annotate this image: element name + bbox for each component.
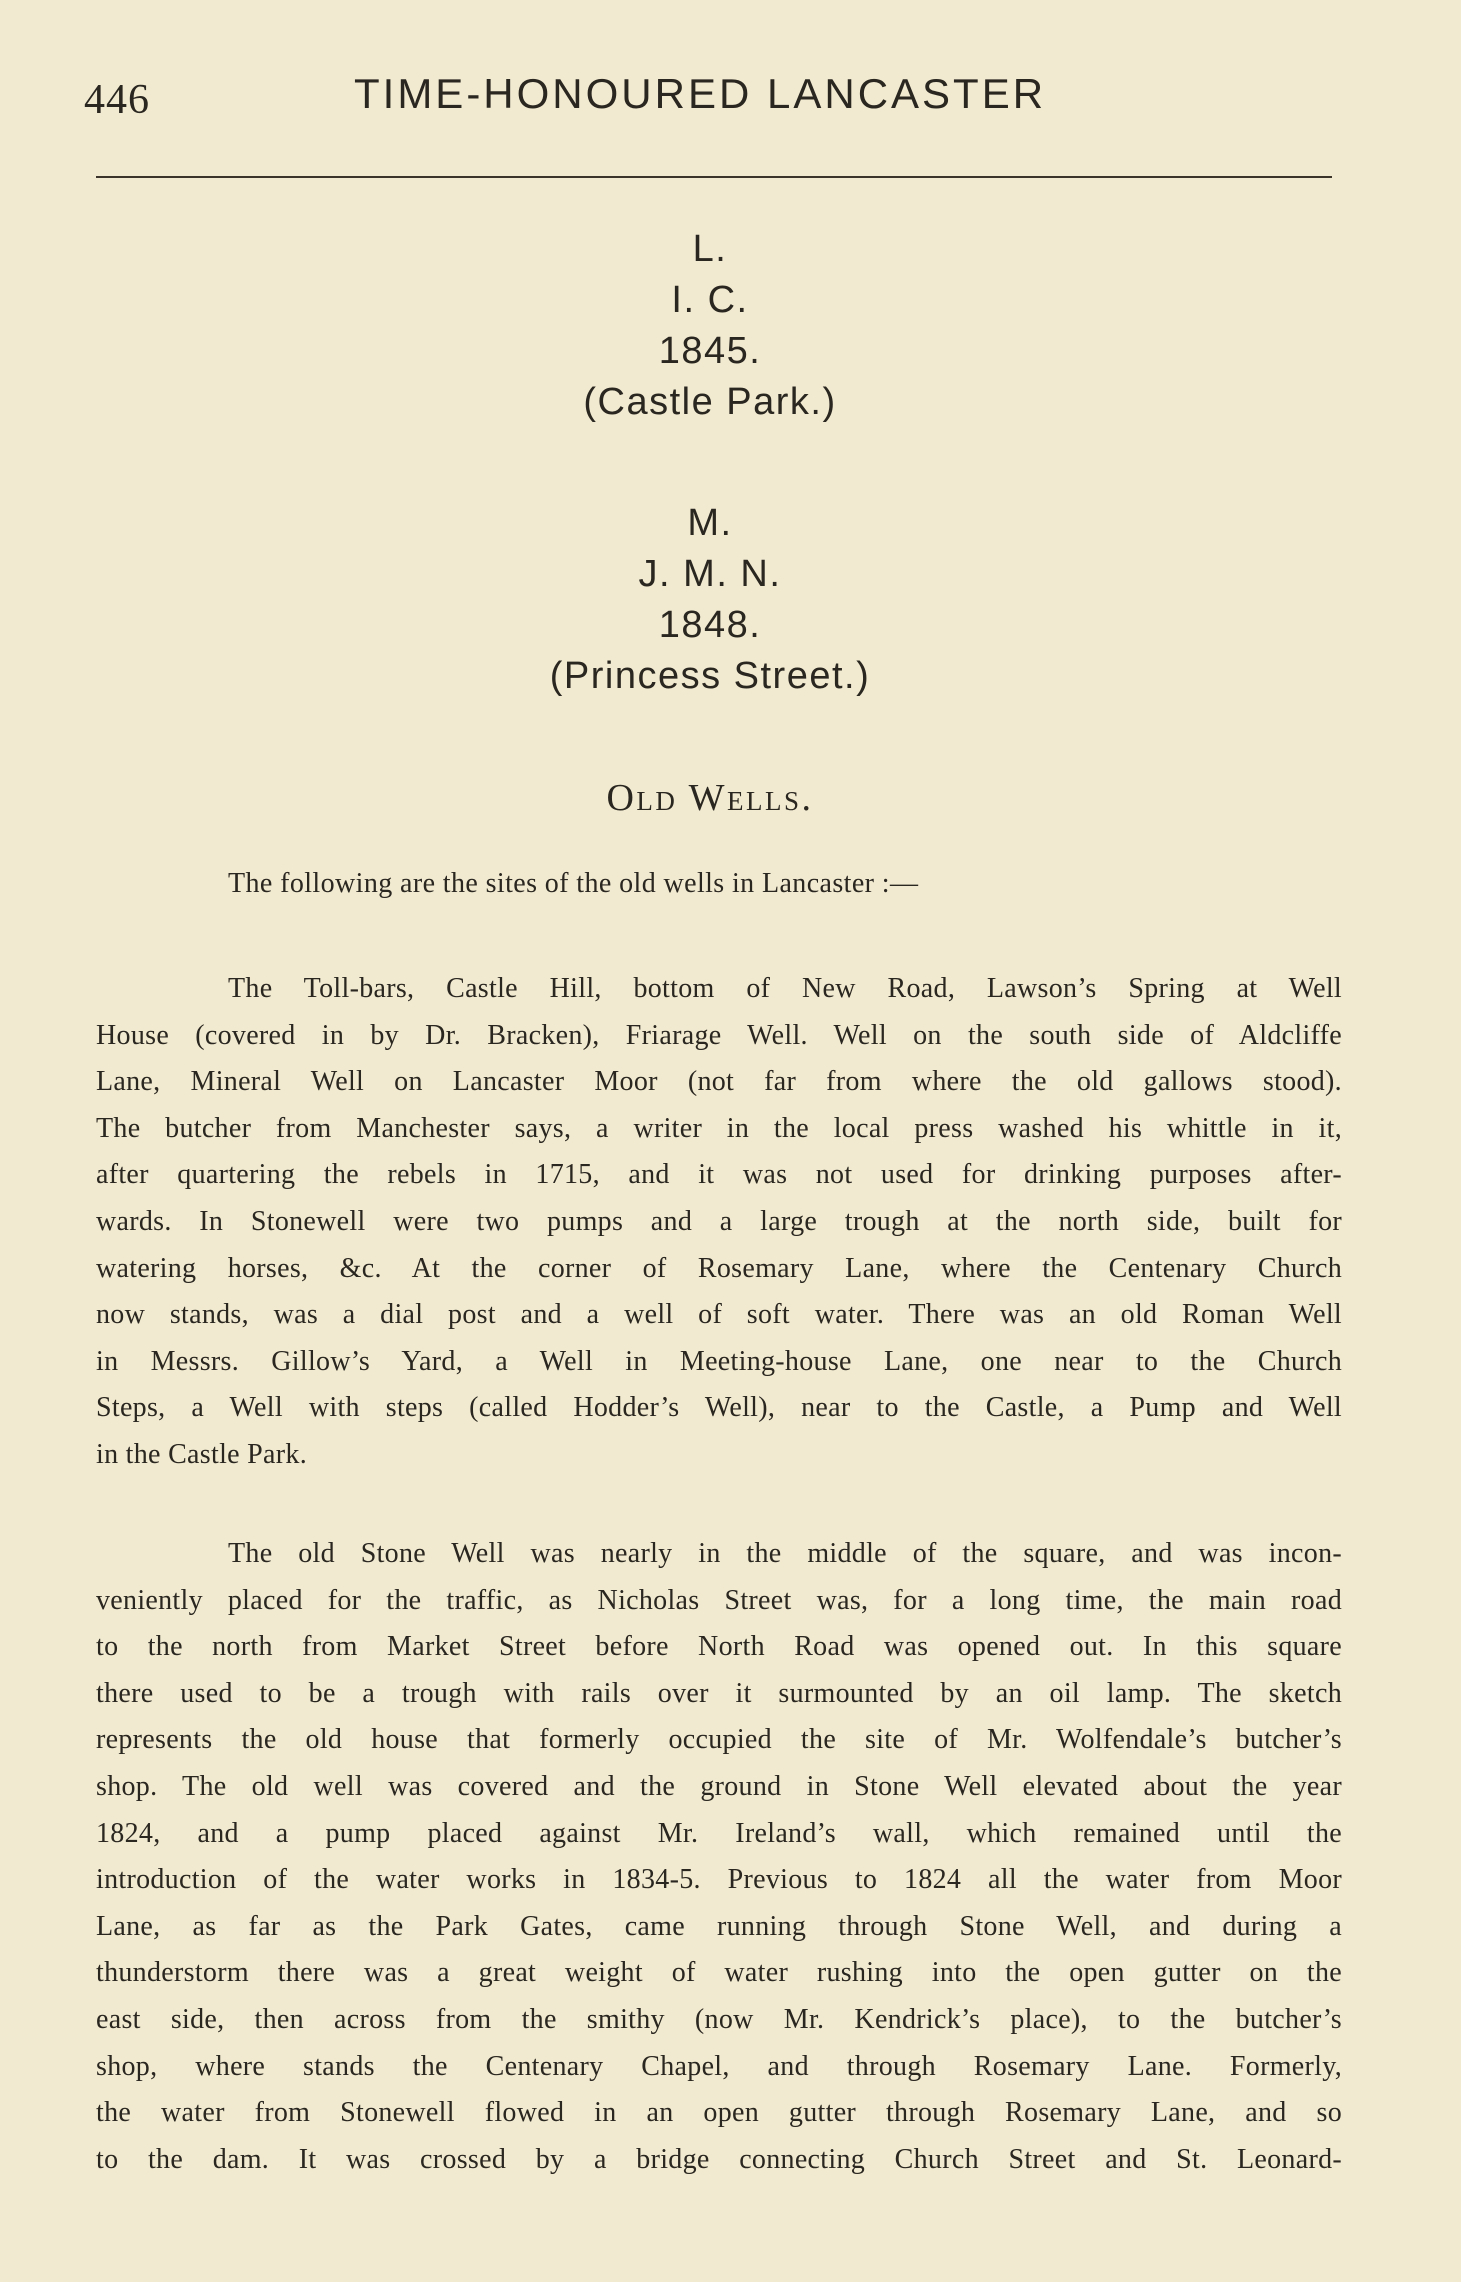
header-rule xyxy=(96,176,1332,178)
text-line: represents the old house that formerly occupied the site of Mr. Wolfendale’s butcher’s xyxy=(96,1724,1342,1756)
section-heading: Old Wells. xyxy=(606,777,814,819)
text-line: Lane, as far as the Park Gates, came running through Stone Well, and during a xyxy=(96,1910,1342,1942)
page-number: 446 xyxy=(84,77,150,123)
paragraph-well-sites xyxy=(96,966,1342,1479)
text-line: in Messrs. Gillow’s Yard, a Well in Meeting-house Lane, one near to the Church xyxy=(96,1345,1342,1377)
text-line: to the dam. It was crossed by a bridge connecting Church Street and St. Leonard- xyxy=(96,2143,1342,2175)
text-line: shop, where stands the Centenary Chapel, and through Rosemary Lane. Formerly, xyxy=(96,2050,1342,2082)
text-line: The butcher from Manchester says, a writer in the local press washed his whittle in it, xyxy=(96,1112,1342,1144)
inscription-line: 1848. xyxy=(658,604,762,646)
running-title: TIME-HONOURED LANCASTER xyxy=(354,70,1047,117)
text-line: thunderstorm there was a great weight of water rushing into the open gutter on the xyxy=(96,1957,1342,1989)
intro-sentence: The following are the sites of the old wells in Lancaster :— xyxy=(228,868,919,899)
text-line: watering horses, &c. At the corner of Rosemary Lane, where the Centenary Church xyxy=(96,1252,1342,1284)
text-line: 1824, and a pump placed against Mr. Ireland’s wall, which remained until the xyxy=(96,1817,1342,1849)
text-line: now stands, was a dial post and a well of soft water. There was an old Roman Well xyxy=(96,1299,1342,1331)
inscription-castle-park xyxy=(420,224,1000,428)
inscription-line: J. M. N. xyxy=(638,553,782,595)
inscription-line: 1845. xyxy=(658,330,762,372)
inscription-princess-street xyxy=(420,498,1000,702)
text-line: after quartering the rebels in 1715, and it was not used for drinking purposes after- xyxy=(96,1159,1342,1191)
inscription-line: (Castle Park.) xyxy=(583,381,837,423)
text-line: Steps, a Well with steps (called Hodder’s Well), near to the Castle, a Pump and Well xyxy=(96,1392,1342,1424)
text-line: House (covered in by Dr. Bracken), Friarage Well. Well on the south side of Aldcliffe xyxy=(96,1019,1342,1051)
inscription-line: (Princess Street.) xyxy=(549,655,871,697)
text-line: The Toll-bars, Castle Hill, bottom of New Road, Lawson’s Spring at Well xyxy=(228,973,1342,1004)
running-head xyxy=(84,70,1334,130)
text-line: east side, then across from the smithy (now Mr. Kendrick’s place), to the butcher’s xyxy=(96,2003,1342,2035)
text-line: the water from Stonewell flowed in an open gutter through Rosemary Lane, and so xyxy=(96,2097,1342,2129)
text-line: wards. In Stonewell were two pumps and a large trough at the north side, built for xyxy=(96,1205,1342,1237)
text-line: shop. The old well was covered and the ground in Stone Well elevated about the year xyxy=(96,1770,1342,1802)
text-line: to the north from Market Street before North Road was opened out. In this square xyxy=(96,1631,1342,1663)
text-line: The old Stone Well was nearly in the middle of the square, and was incon- xyxy=(228,1538,1342,1569)
inscription-line: I. C. xyxy=(671,279,749,321)
text-line: Lane, Mineral Well on Lancaster Moor (not far from where the old gallows stood). xyxy=(96,1066,1342,1098)
inscription-line: L. xyxy=(692,228,728,270)
text-line: in the Castle Park. xyxy=(96,1438,307,1470)
paragraph-stone-well xyxy=(96,1531,1342,2183)
text-line: introduction of the water works in 1834-5. Previous to 1824 all the water from Moor xyxy=(96,1864,1342,1896)
inscription-line: M. xyxy=(687,502,733,544)
text-line: there used to be a trough with rails over it surmounted by an oil lamp. The sketch xyxy=(96,1677,1342,1709)
text-line: veniently placed for the traffic, as Nicholas Street was, for a long time, the main road xyxy=(96,1584,1342,1616)
